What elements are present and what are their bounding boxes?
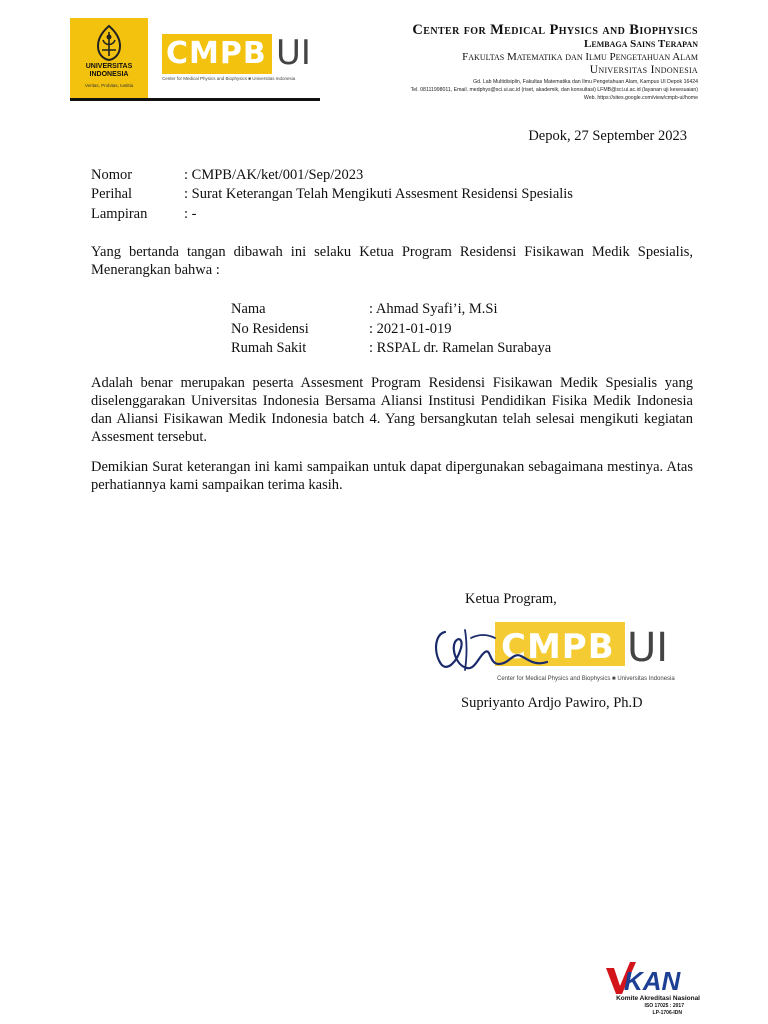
- body-paragraph: Adalah benar merupakan peserta Assesment Program Residensi Fisikawan Medik Spesialis yang diselenggarakan Universitas Indonesia Bersama Aliansi Institusi Pendidikan Fisika Medik Indonesia dan Aliansi Fisikawan Medik Indonesia batch 4. Yang bersangkutan telah selesai mengikuti kegiatan Assesment tersebut.: [91, 375, 693, 445]
- signoff-text: Ketua Program,: [465, 591, 557, 607]
- identity-value-no-residensi: : 2021-01-019: [369, 321, 452, 337]
- stamp-ui-text: UI: [627, 625, 669, 671]
- meta-label-nomor: Nomor: [91, 167, 133, 183]
- universitas-indonesia-logo: [70, 18, 148, 98]
- makara-seal-icon: [92, 24, 126, 62]
- meta-label-lampiran: Lampiran: [91, 206, 148, 222]
- header-rule: [70, 98, 320, 101]
- meta-label-perihal: Perihal: [91, 186, 133, 202]
- address-line-3: Web. https://sites.google.com/view/cmpb-ui/home: [583, 95, 698, 101]
- signature-stamp: [405, 612, 695, 694]
- address-line-2: Tel. 08111998011, Email. medphys@sci.ui.ac.id (riset, akademik, dan konsultasi) LFMB@sci.ui.ac.id (layanan uji kesesuaian): [410, 87, 698, 93]
- stamp-subtitle: Center for Medical Physics and Biophysics ■ Universitas Indonesia: [497, 676, 675, 682]
- cmpb-logo-subtitle: Center for Medical Physics and Biophysics ■ Universitas Indonesia: [162, 76, 296, 81]
- ui-motto: Veritas, Probitas, Iustitia: [84, 83, 134, 88]
- lembaga-name: Lembaga Sains Terapan: [584, 38, 698, 50]
- signer-name: Supriyanto Ardjo Pawiro, Ph.D: [461, 695, 643, 711]
- intro-paragraph: Yang bertanda tangan dibawah ini selaku Ketua Program Residensi Fisikawan Medik Spesialis, Menerangkan bahwa :: [91, 244, 693, 278]
- identity-label-no-residensi: No Residensi: [231, 321, 309, 337]
- kan-name: Komite Akreditasi Nasional: [616, 995, 700, 1002]
- kan-logo-text: KAN: [624, 966, 681, 996]
- fakultas-name: Fakultas Matematika dan Ilmu Pengetahuan Alam: [462, 51, 698, 63]
- cmpb-ui-logo: [158, 18, 320, 98]
- meta-value-lampiran: : -: [184, 206, 197, 222]
- address-line-1: Gd. Lab Multidisiplin, Fakultas Matematika dan Ilmu Pengetahuan Alam, Kampus UI Depok 16424: [473, 79, 698, 85]
- meta-value-nomor: : CMPB/AK/ket/001/Sep/2023: [184, 167, 364, 183]
- kan-iso: ISO 17025 : 2017: [644, 1003, 684, 1009]
- kan-lp: LP-1706-IDN: [652, 1010, 682, 1016]
- center-title: Center for Medical Physics and Biophysics: [412, 22, 698, 38]
- meta-value-perihal: : Surat Keterangan Telah Mengikuti Assesment Residensi Spesialis: [184, 186, 573, 202]
- cmpb-logo-text: CMPB: [166, 36, 267, 71]
- ui-logo-text: UNIVERSITAS INDONESIA: [85, 63, 133, 78]
- letter-date: Depok, 27 September 2023: [528, 128, 687, 144]
- kan-accreditation-logo: [604, 960, 702, 1016]
- stamp-cmpb-text: CMPB: [501, 627, 615, 667]
- universitas-name: Universitas Indonesia: [589, 64, 698, 76]
- identity-value-rumah-sakit: : RSPAL dr. Ramelan Surabaya: [369, 340, 552, 356]
- identity-label-rumah-sakit: Rumah Sakit: [231, 340, 307, 356]
- identity-value-nama: : Ahmad Syafi’i, M.Si: [369, 301, 498, 317]
- cmpb-logo-ui: UI: [276, 33, 311, 73]
- closing-paragraph: Demikian Surat keterangan ini kami sampaikan untuk dapat dipergunakan sebagaimana mestinya. Atas perhatiannya kami sampaikan terima kasih.: [91, 459, 693, 493]
- identity-label-nama: Nama: [231, 301, 266, 317]
